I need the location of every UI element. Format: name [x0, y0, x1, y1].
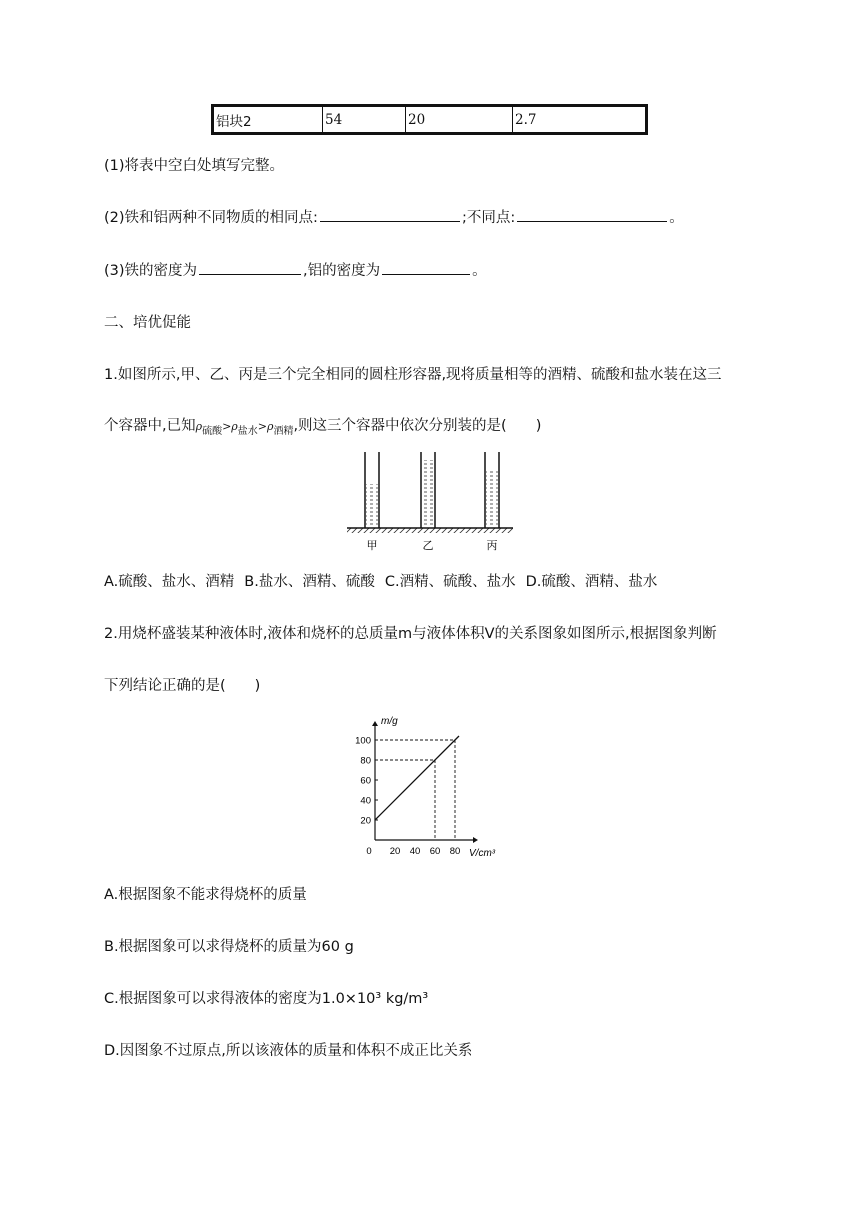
mass-volume-chart: [350, 712, 510, 862]
x-axis-label: V/cm³: [469, 848, 496, 859]
q1-line2: [104, 414, 541, 435]
containers-figure: [345, 450, 515, 555]
q2-line2: 下列结论正确的是( ): [104, 678, 261, 694]
y-tick-label: 80: [360, 755, 371, 767]
option-c[interactable]: C.酒精、硫酸、盐水: [384, 574, 516, 590]
container-jia: [365, 452, 379, 528]
x-tick-label: 60: [429, 846, 441, 857]
q2-option-b[interactable]: B.根据图象可以求得烧杯的质量为60 g: [104, 939, 354, 955]
gt-symbol: >: [222, 420, 232, 433]
rho-symbol: ρ: [231, 420, 238, 433]
q3-text-a: (3)铁的密度为: [104, 263, 198, 279]
question-fill-2: [104, 206, 684, 227]
q2-option-a[interactable]: A.根据图象不能求得烧杯的质量: [104, 887, 307, 903]
x-tick-label: 80: [449, 846, 461, 857]
q3-text-c: 。: [472, 263, 487, 279]
y-tick-label: 100: [355, 735, 371, 747]
x-axis-arrow: [473, 837, 478, 843]
question-fill-1: (1)将表中空白处填写完整。: [104, 158, 285, 174]
x-tick-label: 40: [409, 846, 421, 857]
y-tick-label: 60: [360, 775, 371, 787]
q1-line2-text: ,则这三个容器中依次分别装的是( ): [293, 418, 542, 434]
table-cell: 20: [406, 106, 513, 134]
table-cell: 2.7: [513, 106, 647, 134]
subscript: 盐水: [237, 426, 258, 437]
label-yi: 乙: [422, 540, 434, 552]
option-a[interactable]: A.硫酸、盐水、酒精: [104, 574, 235, 590]
q1-line2-text: 个容器中,已知: [104, 418, 196, 434]
gt-symbol: >: [257, 420, 267, 433]
q2-line1: 2.用烧杯盛装某种液体时,液体和烧杯的总质量m与液体体积V的关系图象如图所示,根据图象判断: [104, 626, 717, 642]
answer-blank[interactable]: [320, 207, 460, 222]
label-jia: 甲: [366, 540, 378, 552]
y-axis-label: m/g: [381, 716, 398, 727]
q2-text-b: ;不同点:: [461, 210, 516, 226]
data-line: [375, 736, 459, 820]
q1-options: [104, 570, 657, 591]
option-b[interactable]: B.盐水、酒精、硫酸: [244, 574, 375, 590]
container-yi: [421, 452, 435, 528]
y-axis-arrow: [372, 721, 378, 726]
data-table: [211, 104, 648, 135]
answer-blank[interactable]: [199, 260, 301, 275]
container-bing: [485, 452, 499, 528]
subscript: 硫酸: [202, 426, 223, 437]
table-cell: 铝块2: [213, 106, 323, 134]
q2-option-d[interactable]: D.因图象不过原点,所以该液体的质量和体积不成正比关系: [104, 1043, 473, 1059]
table-cell: 54: [323, 106, 406, 134]
label-bing: 丙: [486, 540, 498, 552]
subscript: 酒精: [273, 426, 294, 437]
y-tick-label: 40: [360, 795, 371, 807]
q2-option-c[interactable]: C.根据图象可以求得液体的密度为1.0×10³ kg/m³: [104, 991, 429, 1007]
x-tick-label: 0: [366, 846, 372, 857]
q3-text-b: ,铝的密度为: [303, 263, 381, 279]
x-tick-label: 20: [389, 846, 401, 857]
question-fill-3: [104, 259, 487, 280]
rho-symbol: ρ: [266, 420, 274, 433]
q2-text-c: 。: [669, 210, 684, 226]
table-row: [213, 106, 647, 134]
q1-line1: 1.如图所示,甲、乙、丙是三个完全相同的圆柱形容器,现将质量相等的酒精、硫酸和盐水装在这三: [104, 367, 722, 383]
answer-blank[interactable]: [382, 260, 470, 275]
q2-text-a: (2)铁和铝两种不同物质的相同点:: [104, 210, 318, 226]
y-tick-label: 20: [360, 815, 371, 827]
answer-blank[interactable]: [517, 207, 667, 222]
section-title: 二、培优促能: [104, 315, 191, 331]
rho-symbol: ρ: [195, 420, 203, 433]
option-d[interactable]: D.硫酸、酒精、盐水: [525, 574, 658, 590]
